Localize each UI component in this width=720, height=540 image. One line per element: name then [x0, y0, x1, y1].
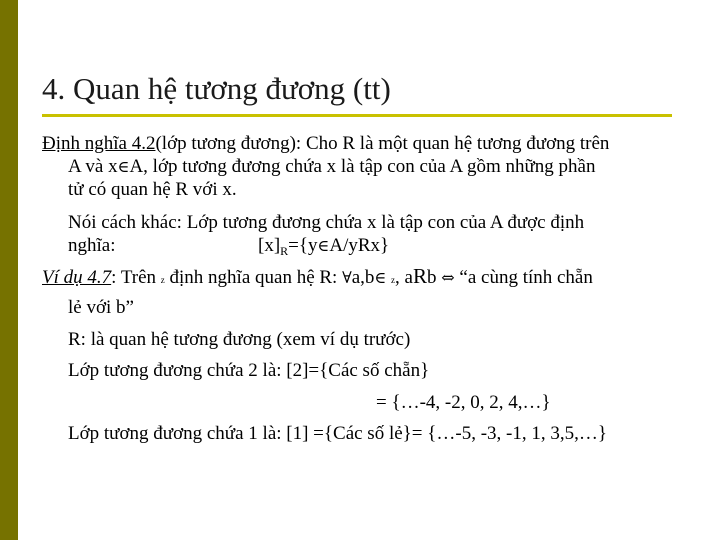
- title-underline: [42, 114, 672, 117]
- example-label: Ví dụ 4.7: [42, 267, 112, 288]
- side-accent-bar: [0, 0, 18, 540]
- example-text: b: [426, 267, 437, 288]
- definition-label: Định nghĩa 4.2: [42, 133, 156, 154]
- slide-title: 4. Quan hệ tương đương (tt): [42, 71, 391, 106]
- element-of-symbol: ∈: [317, 236, 330, 255]
- formula-text: [x]: [258, 235, 281, 256]
- definition-line-3: tử có quan hệ R với x.: [68, 179, 237, 200]
- example-text: , a: [395, 267, 413, 288]
- definition-line-4: Nói cách khác: Lớp tương đương chứa x là tập con của A được định: [68, 212, 585, 233]
- formula-subscript: R: [280, 244, 289, 258]
- relation-symbol: R: [412, 264, 427, 288]
- example-line-2: lẻ với b”: [68, 297, 134, 318]
- example-line-3: R: là quan hệ tương đương (xem ví dụ trước): [68, 329, 411, 350]
- example-text: định nghĩa quan hệ R:: [169, 267, 338, 288]
- equivalence-class-formula: [258, 234, 389, 257]
- integer-set-symbol: z: [160, 275, 165, 285]
- element-of-symbol: ∈: [117, 157, 130, 176]
- definition-line-2: [68, 155, 596, 178]
- definition-text: (lớp tương đương): Cho R là một quan hệ tương đương trên: [155, 133, 610, 154]
- integer-set-symbol: z: [391, 275, 396, 285]
- for-all-symbol: ∀: [342, 268, 352, 287]
- iff-symbol: ⇔: [441, 268, 455, 287]
- example-line-6: Lớp tương đương chứa 1 là: [1] ={Các số lẻ}= {…-5, -3, -1, 1, 3,5,…}: [68, 423, 607, 444]
- example-text: a,b: [351, 267, 375, 288]
- example-line-5: = {…-4, -2, 0, 2, 4,…}: [376, 392, 551, 413]
- definition-text: A và x: [68, 156, 118, 177]
- formula-text: A/yRx}: [329, 235, 390, 256]
- example-line-1: [42, 265, 593, 292]
- example-line-4: Lớp tương đương chứa 2 là: [2]={Các số chẵn}: [68, 360, 430, 381]
- definition-text: A, lớp tương đương chứa x là tập con của A gồm những phần: [129, 156, 596, 177]
- definition-line-5: [68, 234, 390, 258]
- example-text: “a cùng tính chẵn: [459, 267, 593, 288]
- formula-text: ={y: [288, 235, 318, 256]
- element-of-symbol: ∈: [374, 268, 387, 287]
- definition-text: nghĩa:: [68, 235, 116, 256]
- definition-line-1: [42, 132, 609, 155]
- example-text: : Trên: [111, 267, 157, 288]
